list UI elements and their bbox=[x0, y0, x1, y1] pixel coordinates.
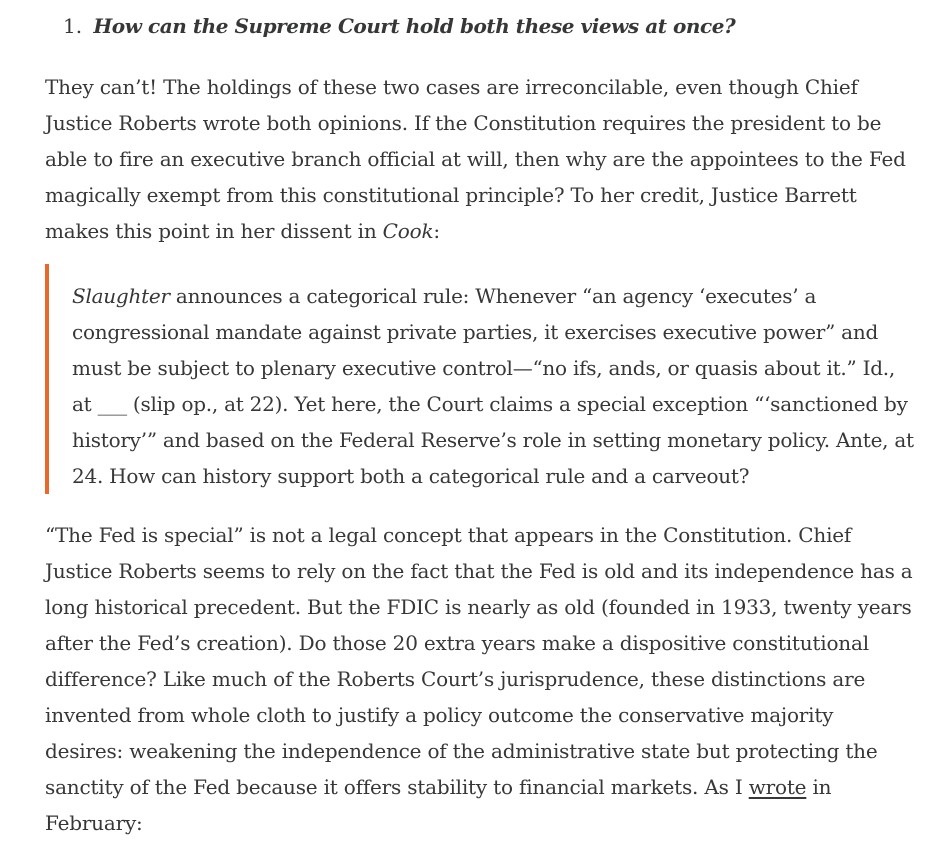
list-number: 1. bbox=[63, 14, 83, 38]
paragraph-line: after the Fed’s creation). Do those 20 extra years make a dispositive constitutional bbox=[45, 631, 869, 655]
line-text: : bbox=[433, 219, 440, 243]
numbered-question bbox=[63, 11, 735, 41]
wrote-link[interactable]: wrote bbox=[748, 775, 807, 799]
case-name-slaughter: Slaughter bbox=[72, 284, 170, 308]
blockquote-bar bbox=[45, 264, 49, 494]
quote-line: 24. How can history support both a categorical rule and a carveout? bbox=[72, 464, 750, 488]
paragraph-2 bbox=[45, 517, 925, 841]
paragraph-line: They can’t! The holdings of these two cases are irreconcilable, even though Chief bbox=[45, 75, 858, 99]
paragraph-line: invented from whole cloth to justify a policy outcome the conservative majority bbox=[45, 703, 834, 727]
quote-line: congressional mandate against private parties, it exercises executive power” and bbox=[72, 320, 879, 344]
paragraph-line: difference? Like much of the Roberts Court’s jurisprudence, these distinctions are bbox=[45, 667, 866, 691]
quote-line: must be subject to plenary executive control—“no ifs, ands, or quasis about it.” Id., bbox=[72, 356, 895, 380]
quote-line: history’” and based on the Federal Reserve’s role in setting monetary policy. Ante, at bbox=[72, 428, 914, 452]
paragraph-line: magically exempt from this constitutional principle? To her credit, Justice Barrett bbox=[45, 183, 857, 207]
paragraph-1 bbox=[45, 69, 925, 249]
paragraph-line: February: bbox=[45, 811, 143, 835]
paragraph-line bbox=[45, 213, 925, 249]
line-text: makes this point in her dissent in bbox=[45, 219, 383, 243]
paragraph-line bbox=[45, 769, 925, 805]
quote-line bbox=[72, 278, 914, 314]
paragraph-line: desires: weakening the independence of the administrative state but protecting the bbox=[45, 739, 878, 763]
case-name-cook: Cook bbox=[382, 219, 434, 243]
line-text: announces a categorical rule: Whenever “an agency ‘executes’ a bbox=[169, 284, 817, 308]
blockquote-text bbox=[72, 278, 914, 494]
paragraph-line: able to fire an executive branch official at will, then why are the appointees to the Fed bbox=[45, 147, 906, 171]
paragraph-line: Justice Roberts wrote both opinions. If the Constitution requires the president to be bbox=[45, 111, 882, 135]
paragraph-line: Justice Roberts seems to rely on the fact that the Fed is old and its independence has a bbox=[45, 559, 913, 583]
line-text: sanctity of the Fed because it offers stability to financial markets. As I bbox=[45, 775, 749, 799]
line-text: in bbox=[806, 775, 832, 799]
question-text: How can the Supreme Court hold both these views at once? bbox=[93, 14, 736, 38]
paragraph-line: “The Fed is special” is not a legal concept that appears in the Constitution. Chief bbox=[45, 523, 852, 547]
blockquote bbox=[45, 264, 925, 494]
paragraph-line: long historical precedent. But the FDIC is nearly as old (founded in 1933, twenty years bbox=[45, 595, 912, 619]
quote-line: at ___ (slip op., at 22). Yet here, the Court claims a special exception “‘sanctioned by bbox=[72, 392, 908, 416]
